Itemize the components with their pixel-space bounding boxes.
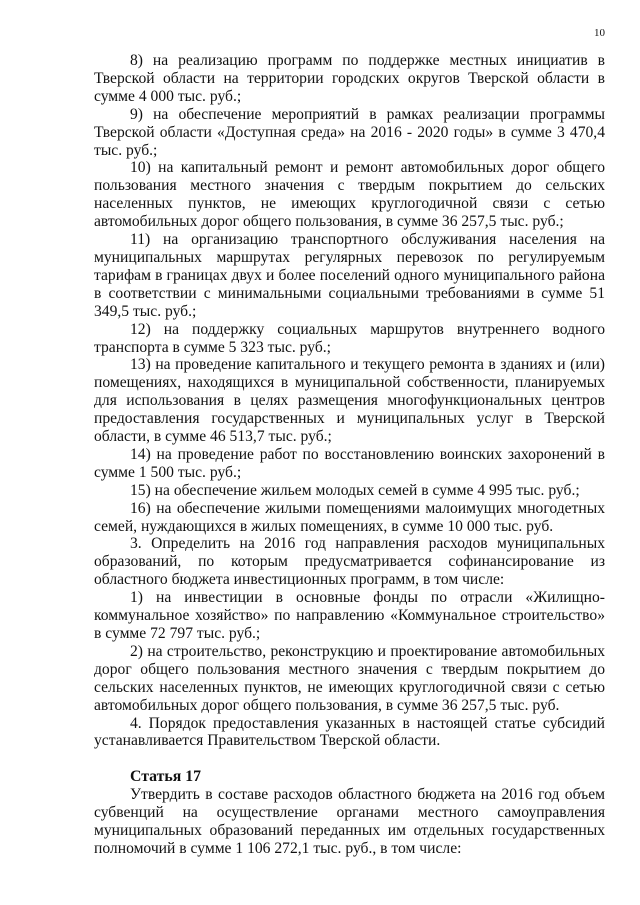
paragraph-item-16: 16) на обеспечение жилыми помещениями малоимущих многодетных семей, нуждающихся в жилых помещениях, в сумме 10 000 тыс. руб. xyxy=(94,499,605,535)
paragraph-item-8: 8) на реализацию программ по поддержке местных инициатив в Тверской области на территории городских округов Тверской области в сумме 4 000 тыс. руб.; xyxy=(94,52,605,105)
paragraph-section-3: 3. Определить на 2016 год направления расходов муниципальных образований, по которым предусматривается софинансирование из областного бюджета инвестиционных программ, в том числе: xyxy=(94,535,605,589)
paragraph-item-13: 13) на проведение капитального и текущего ремонта в зданиях и (или) помещениях, находящихся в муниципальной собственности, планируемых для использования в целях размещения многофункциональных центров предоставления государственных и муниципальных услуг в Тверской области, в сумме 46 513,7 тыс. руб.; xyxy=(94,356,605,446)
document-body xyxy=(94,52,605,858)
section-spacer xyxy=(94,750,605,768)
article-heading: Статья 17 xyxy=(130,768,202,786)
paragraph-item-14: 14) на проведение работ по восстановлению воинских захоронений в сумме 1 500 тыс. руб.; xyxy=(94,445,605,481)
article-text: Утвердить в составе расходов областного бюджета на 2016 год объем субвенций на осуществление органами местного самоуправления муниципальных образований переданных им отдельных государственных полномочий в сумме 1 106 272,1 тыс. руб., в том числе: xyxy=(94,786,605,857)
paragraph-item-15: 15) на обеспечение жильем молодых семей в сумме 4 995 тыс. руб.; xyxy=(130,481,580,499)
paragraph-item-11: 11) на организацию транспортного обслуживания населения на муниципальных маршрутах регулярных перевозок по регулируемым тарифам в границах двух и более поселений одного муниципального района в соответствии с минимальными социальными требованиями в сумме 51 349,5 тыс. руб.; xyxy=(94,231,605,320)
paragraph-subitem-1: 1) на инвестиции в основные фонды по отрасли «Жилищно-коммунальное хозяйство» по направлению «Коммунальное строительство» в сумме 72 797 тыс. руб.; xyxy=(94,589,605,642)
paragraph-item-10: 10) на капитальный ремонт и ремонт автомобильных дорог общего пользования местного значения с твердым покрытием до сельских населенных пунктов, не имеющих круглогодичной связи с сетью автомобильных дорог общего пользования, в сумме 36 257,5 тыс. руб.; xyxy=(94,159,605,231)
paragraph-item-9: 9) на обеспечение мероприятий в рамках реализации программы Тверской области «Доступная среда» на 2016 - 2020 годы» в сумме 3 470,4 тыс. руб.; xyxy=(94,105,605,159)
paragraph-item-12: 12) на поддержку социальных маршрутов внутреннего водного транспорта в сумме 5 323 тыс. руб.; xyxy=(94,320,605,356)
page-number: 10 xyxy=(594,27,605,39)
paragraph-subitem-2: 2) на строительство, реконструкцию и проектирование автомобильных дорог общего пользования местного значения с твердым покрытием до сельских населенных пунктов, не имеющих круглогодичной связи с сетью автомобильных дорог общего пользования, в сумме 36 257,5 тыс. руб. xyxy=(94,642,605,714)
paragraph-section-4: 4. Порядок предоставления указанных в настоящей статье субсидий устанавливается Правительством Тверской области. xyxy=(94,714,605,750)
